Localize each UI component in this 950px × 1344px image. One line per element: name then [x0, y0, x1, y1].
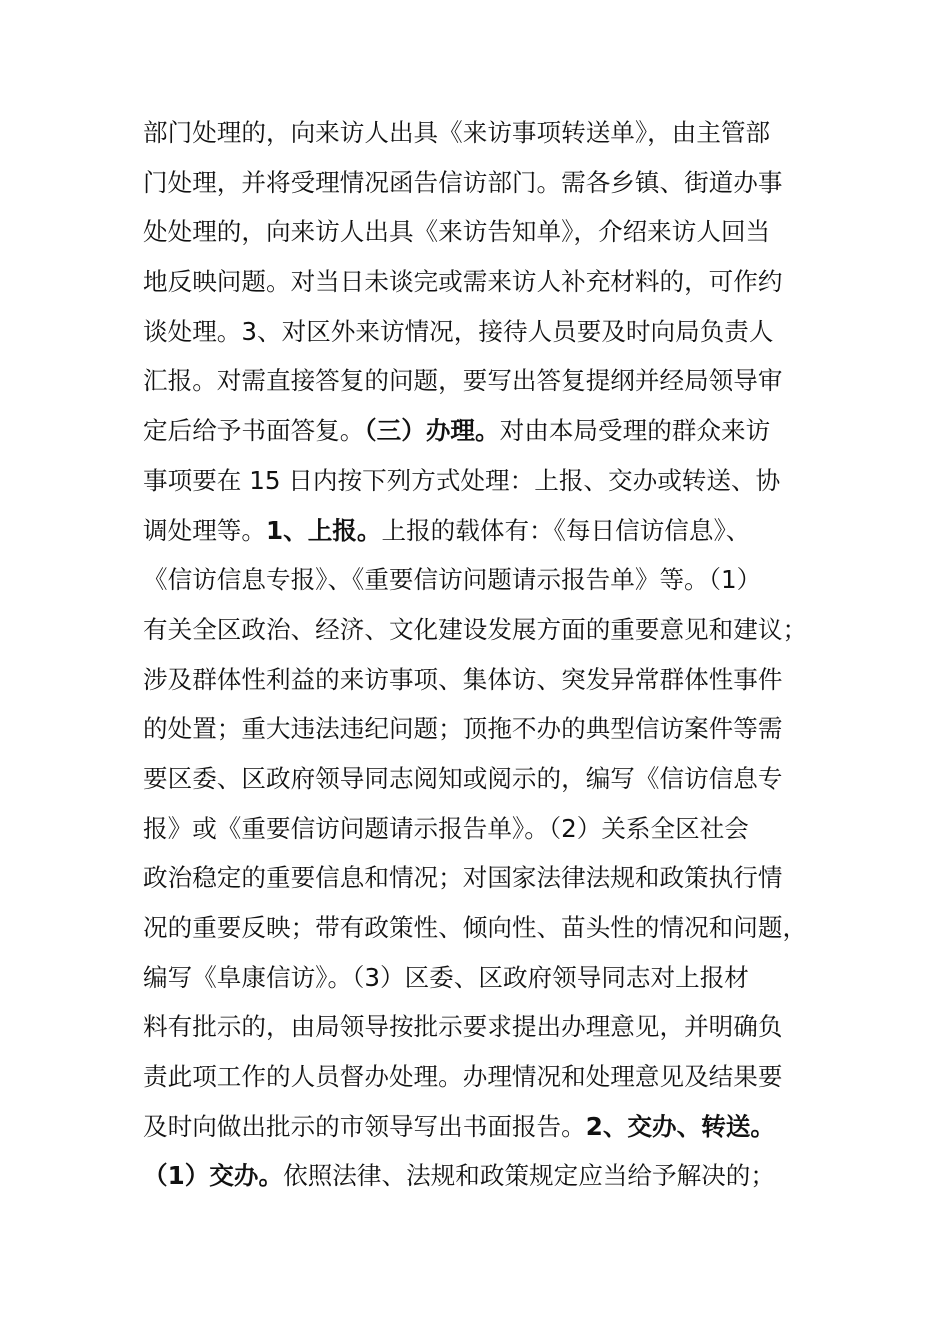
text-run: 部门处理的，向来访人出具《来访事项转送单》，由主管部 [143, 118, 771, 147]
text-run: 涉及群体性利益的来访事项、集体访、突发异常群体性事件 [143, 664, 783, 694]
text-run: 编写《阜康信访》。（3）区委、区政府领导同志对上报材 [143, 962, 749, 992]
text-line [143, 506, 813, 556]
text-line [143, 555, 813, 605]
text-run: 要区委、区政府领导同志阅知或阅示的，编写《信访信息专 [143, 763, 783, 793]
text-run: 上报的载体有：《每日信访信息》、 [381, 515, 751, 545]
text-run: 有关全区政治、经济、文化建设发展方面的重要意见和建议； [143, 614, 808, 644]
bold-heading-run: 2、交办、转送。 [585, 1111, 775, 1141]
bold-heading-run: （1）交办。 [143, 1161, 284, 1191]
text-line [143, 853, 813, 903]
text-run: 报》或《重要信访问题请示报告单》。（2）关系全区社会 [143, 813, 749, 843]
text-line [143, 754, 813, 804]
text-line [143, 804, 813, 854]
text-run: 门处理，并将受理情况函告信访部门。需各乡镇、街道办事 [143, 167, 783, 197]
text-line [143, 655, 813, 705]
text-run: 对由本局受理的群众来访 [499, 416, 771, 446]
text-run: 调处理等。 [143, 515, 266, 545]
text-line [143, 158, 813, 208]
text-line [143, 406, 813, 456]
text-line [143, 1052, 813, 1102]
text-run: 汇报。对需直接答复的问题，要写出答复提纲并经局领导审 [143, 366, 783, 396]
text-line [143, 953, 813, 1003]
text-line [143, 903, 813, 953]
text-run: 谈处理。3、对区外来访情况，接待人员要及时向局负责人 [143, 316, 774, 346]
text-run: 况的重要反映；带有政策性、倾向性、苗头性的情况和问题， [143, 913, 808, 942]
text-run: 《信访信息专报》、《重要信访问题请示报告单》等。（1） [143, 565, 762, 595]
text-line [143, 1002, 813, 1052]
text-run: 料有批示的，由局领导按批示要求提出办理意见，并明确负 [143, 1012, 783, 1042]
text-run: 及时向做出批示的市领导写出书面报告。 [143, 1111, 586, 1141]
text-line [143, 257, 813, 307]
text-line [143, 605, 813, 655]
text-run: 责此项工作的人员督办处理。办理情况和处理意见及结果要 [143, 1062, 783, 1092]
text-run: 政治稳定的重要信息和情况；对国家法律法规和政策执行情 [143, 863, 783, 893]
bold-heading-run: （三）办理。 [364, 416, 500, 446]
body-text [143, 108, 813, 1201]
text-line [143, 1102, 813, 1152]
text-run: 事项要在 15 日内按下列方式处理：上报、交办或转送、协 [143, 465, 781, 495]
text-line [143, 356, 813, 406]
text-run: 依照法律、法规和政策规定应当给予解决的； [283, 1161, 775, 1191]
text-line [143, 307, 813, 357]
text-line [143, 108, 813, 158]
bold-heading-run: 1、上报。 [265, 515, 382, 545]
text-run: 处处理的，向来访人出具《来访告知单》，介绍来访人回当 [143, 217, 771, 247]
text-line [143, 704, 813, 754]
text-run: 的处置；重大违法违纪问题；顶拖不办的典型信访案件等需 [143, 714, 783, 744]
text-line [143, 456, 813, 506]
text-line [143, 207, 813, 257]
text-run: 地反映问题。对当日未谈完或需来访人补充材料的，可作约 [143, 267, 783, 297]
text-run: 定后给予书面答复。 [143, 416, 365, 446]
text-line [143, 1151, 813, 1201]
